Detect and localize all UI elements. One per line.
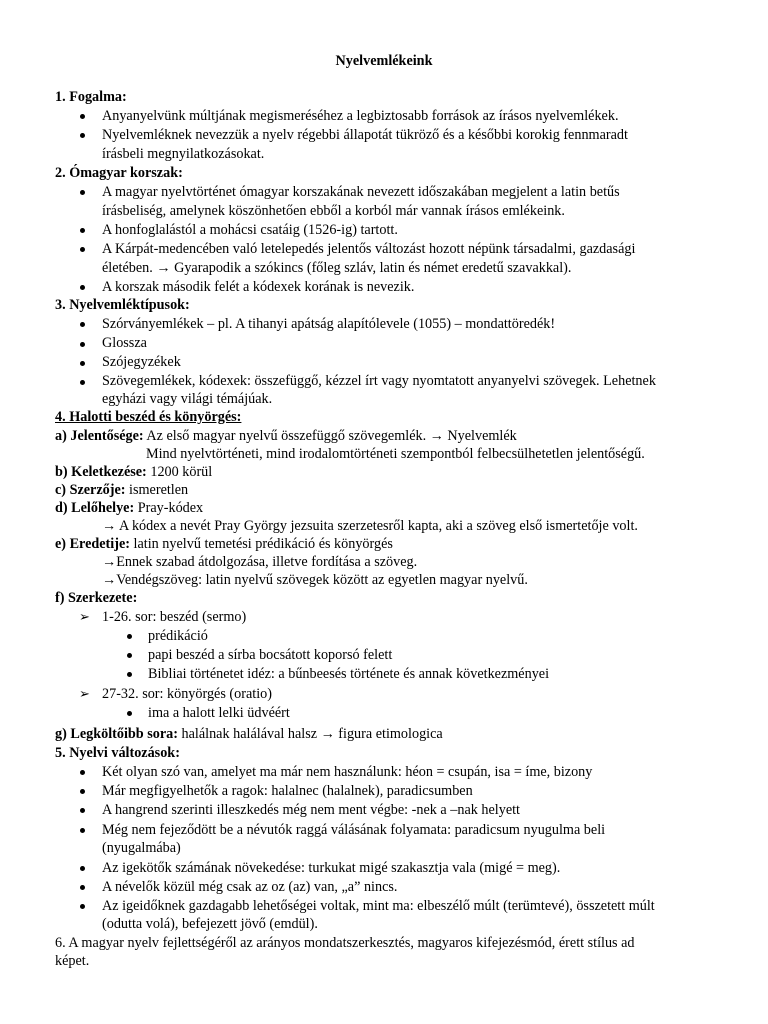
s4-g-label: g) Legköltőibb sora: [55,726,178,742]
s2-bullet-4: A korszak második felét a kódexek korának is nevezik. [102,279,415,295]
section-4-heading: 4. Halotti beszéd és könyörgés: [55,409,242,425]
s4-f-item-1: 1-26. sor: beszéd (sermo) [102,609,247,625]
bullet-icon [127,653,132,658]
s3-bullet-4a: Szövegemlékek, kódexek: összefüggő, kézzel írt vagy nyomtatott anyanyelvi szövegek. Lehetnek [102,373,656,389]
bullet-icon [127,672,132,677]
s5-bullet-7b: (odutta volá), befejezett jövő (emdül). [102,916,318,932]
bullet-icon [80,828,85,833]
s3-bullet-3: Szójegyzékek [102,354,181,370]
s4-a-label: a) Jelentősége: [55,428,144,444]
s3-bullet-4b: egyházi vagy világi témájúak. [102,391,273,407]
bullet-icon [80,789,85,794]
bullet-icon [80,808,85,813]
bullet-icon [80,885,85,890]
s5-bullet-4a: Még nem fejeződött be a névutók raggá válásának folyamata: paradicsum nyugulma beli [102,822,606,838]
s4-d-label: d) Lelőhelye: [55,500,135,516]
section-6-line-1: 6. A magyar nyelv fejlettségéről az arányos mondatszerkesztés, magyaros kifejezésmód, érett stílus ad [55,935,635,951]
s4-a-continuation: Mind nyelvtörténeti, mind irodalomtörténeti szempontból felbecsülhetetlen jelentőségű. [146,446,645,462]
s4-d-line [55,499,203,517]
bullet-icon [80,866,85,871]
s4-a-line [55,427,517,445]
bullet-icon [80,247,85,252]
s1-bullet-1: Anyanyelvünk múltjának megismeréséhez a legbiztosabb források az írásos nyelvemlékek. [102,108,619,124]
section-2-heading: 2. Ómagyar korszak: [55,165,183,181]
s4-f-label: f) Szerkezete: [55,590,138,606]
s4-b-label: b) Keletkezése: [55,464,147,480]
bullet-icon [127,634,132,639]
page-title: Nyelvemlékeink [335,53,433,69]
bullet-icon [80,361,85,366]
s4-f-item-1a: prédikáció [148,628,208,644]
section-6-line-2: képet. [55,953,90,969]
s4-d-continuation: → A kódex a nevét Pray György jezsuita szerzetesről kapta, aki a szöveg első ismertetője volt. [102,518,638,534]
arrowhead-bullet-icon: ➢ [79,686,90,701]
section-3-heading: 3. Nyelvemléktípusok: [55,297,190,313]
bullet-icon [80,285,85,290]
s5-bullet-1: Két olyan szó van, amelyet ma már nem használunk: héon = csupán, isa = íme, bizony [102,764,593,780]
s2-bullet-3a: A Kárpát-medencében való letelepedés jelentős változást hozott népünk társadalmi, gazdasági [102,241,636,257]
s4-c-text: ismeretlen [125,482,189,498]
s4-d-text: Pray-kódex [134,500,204,516]
s4-f-item-2: 27-32. sor: könyörgés (oratio) [102,686,272,702]
s4-e-label: e) Eredetije: [55,536,130,552]
bullet-icon [80,904,85,909]
s1-bullet-2b: írásbeli megnyilatkozásokat. [102,146,265,162]
s4-f-item-2a: ima a halott lelki üdvéért [148,705,290,721]
s4-e-continuation-1: →Ennek szabad átdolgozása, illetve fordítása a szöveg. [102,554,418,570]
bullet-icon [80,114,85,119]
s4-a-text: Az első magyar nyelvű összefüggő szövegemlék. → Nyelvemlék [143,428,517,444]
s4-e-line [55,535,393,553]
bullet-icon [80,190,85,195]
s3-bullet-1: Szórványemlékek – pl. A tihanyi apátság alapítólevele (1055) – mondattöredék! [102,316,556,332]
s4-b-line [55,463,212,481]
bullet-icon [80,322,85,327]
s3-bullet-2: Glossza [102,335,147,351]
bullet-icon [80,770,85,775]
s2-bullet-2: A honfoglalástól a mohácsi csatáig (1526-ig) tartott. [102,222,398,238]
s4-g-text: halálnak halálával halsz → figura etimologica [177,726,443,742]
s4-e-continuation-2: →Vendégszöveg: latin nyelvű szövegek között az egyetlen magyar nyelvű. [102,572,528,588]
bullet-icon [80,342,85,347]
section-5-heading: 5. Nyelvi változások: [55,745,180,761]
s4-g-line [55,725,443,743]
s5-bullet-7a: Az igeidőknek gazdagabb lehetőségei voltak, mint ma: elbeszélő múlt (terümtevé), összetett múlt [102,898,655,914]
s5-bullet-3: A hangrend szerinti illeszkedés még nem ment végbe: -nek a –nak helyett [102,802,520,818]
s1-bullet-2a: Nyelvemléknek nevezzük a nyelv régebbi állapotát tükröző és a későbbi korokig fennmaradt [102,127,628,143]
s4-b-text: 1200 körül [146,464,213,480]
bullet-icon [80,380,85,385]
s4-e-text: latin nyelvű temetési prédikáció és könyörgés [129,536,393,552]
bullet-icon [80,228,85,233]
s5-bullet-5: Az igekötők számának növekedése: turkukat migé szakasztja vala (migé = meg). [102,860,561,876]
s5-bullet-6: A névelők közül még csak az oz (az) van, „a” nincs. [102,879,398,895]
s2-bullet-1b: írásbeliség, amelynek köszönhetően ebből a korból már vannak írásos emlékeink. [102,203,565,219]
s4-c-line [55,481,188,499]
s5-bullet-2: Már megfigyelhetők a ragok: halalnec (halalnek), paradicsumben [102,783,473,799]
s4-f-item-1c: Bibliai történetet idéz: a bűnbeesés története és annak következményei [148,666,550,682]
s4-f-item-1b: papi beszéd a sírba bocsátott koporsó felett [148,647,393,663]
arrowhead-bullet-icon: ➢ [79,609,90,624]
section-1-heading: 1. Fogalma: [55,89,127,105]
s4-c-label: c) Szerzője: [55,482,126,498]
bullet-icon [80,133,85,138]
bullet-icon [127,711,132,716]
s5-bullet-4b: (nyugalmába) [102,840,181,856]
s2-bullet-1a: A magyar nyelvtörténet ómagyar korszakának nevezett időszakában megjelent a latin betűs [102,184,620,200]
s2-bullet-3b: életében. → Gyarapodik a szókincs (főleg szláv, latin és német eredetű szavakkal). [102,260,572,276]
